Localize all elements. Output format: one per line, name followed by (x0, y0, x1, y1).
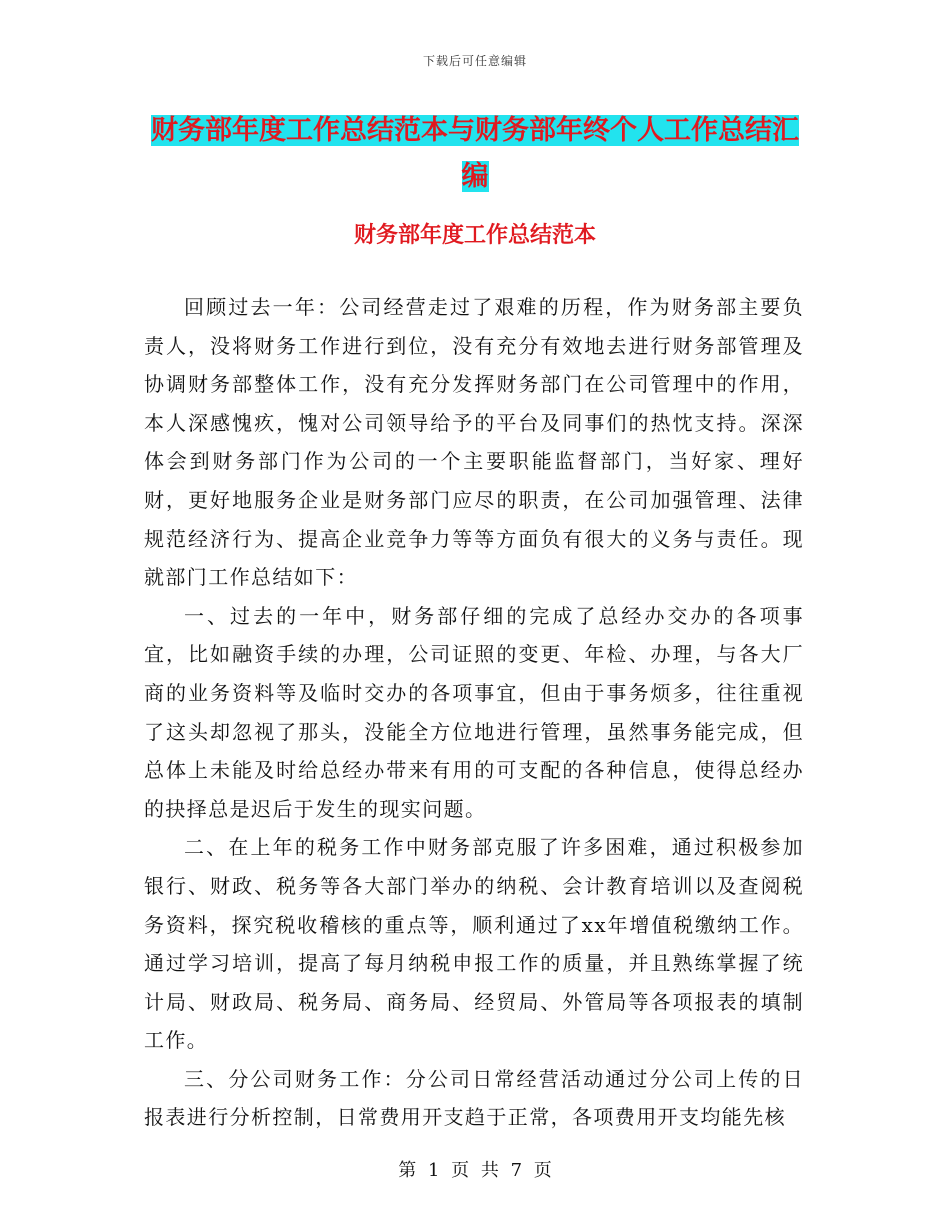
page-header-note: 下载后可任意编辑 (422, 54, 527, 68)
body-text (144, 288, 804, 1137)
paragraph: 二、在上年的税务工作中财务部克服了许多困难，通过积极参加银行、财政、税务等各大部门举办的纳税、会计教育培训以及查阅税务资料，探究税收稽核的重点等，顺利通过了xx年增值税缴纳工作。通过学习培训，提高了每月纳税申报工作的质量，并且熟练掌握了统计局、财政局、税务局、商务局、经贸局、外管局等各项报表的填制工作。 (144, 835, 804, 1053)
paragraph: 三、分公司财务工作：分公司日常经营活动通过分公司上传的日报表进行分析控制，日常费用开支趋于正常，各项费用开支均能先核 (144, 1066, 804, 1130)
document-title-text: 财务部年度工作总结范本与财务部年终个人工作总结汇编 (151, 115, 799, 192)
page-number: 第 1 页 共 7 页 (398, 1160, 552, 1181)
paragraph: 一、过去的一年中，财务部仔细的完成了总经办交办的各项事宜，比如融资手续的办理，公司证照的变更、年检、办理，与各大厂商的业务资料等及临时交办的各项事宜，但由于事务烦多，往往重视了这头却忽视了那头，没能全方位地进行管理，虽然事务能完成，但总体上未能及时给总经办带来有用的可支配的各种信息，使得总经办的抉择总是迟后于发生的现实问题。 (144, 603, 804, 821)
section-title: 财务部年度工作总结范本 (353, 223, 596, 248)
document-title (145, 108, 805, 200)
paragraph: 回顾过去一年：公司经营走过了艰难的历程，作为财务部主要负责人，没将财务工作进行到位，没有充分有效地去进行财务部管理及协调财务部整体工作，没有充分发挥财务部门在公司管理中的作用，本人深感愧疚，愧对公司领导给予的平台及同事们的热忱支持。深深体会到财务部门作为公司的一个主要职能监督部门，当好家、理好财，更好地服务企业是财务部门应尽的职责，在公司加强管理、法律规范经济行为、提高企业竞争力等等方面负有很大的义务与责任。现就部门工作总结如下： (144, 295, 804, 590)
